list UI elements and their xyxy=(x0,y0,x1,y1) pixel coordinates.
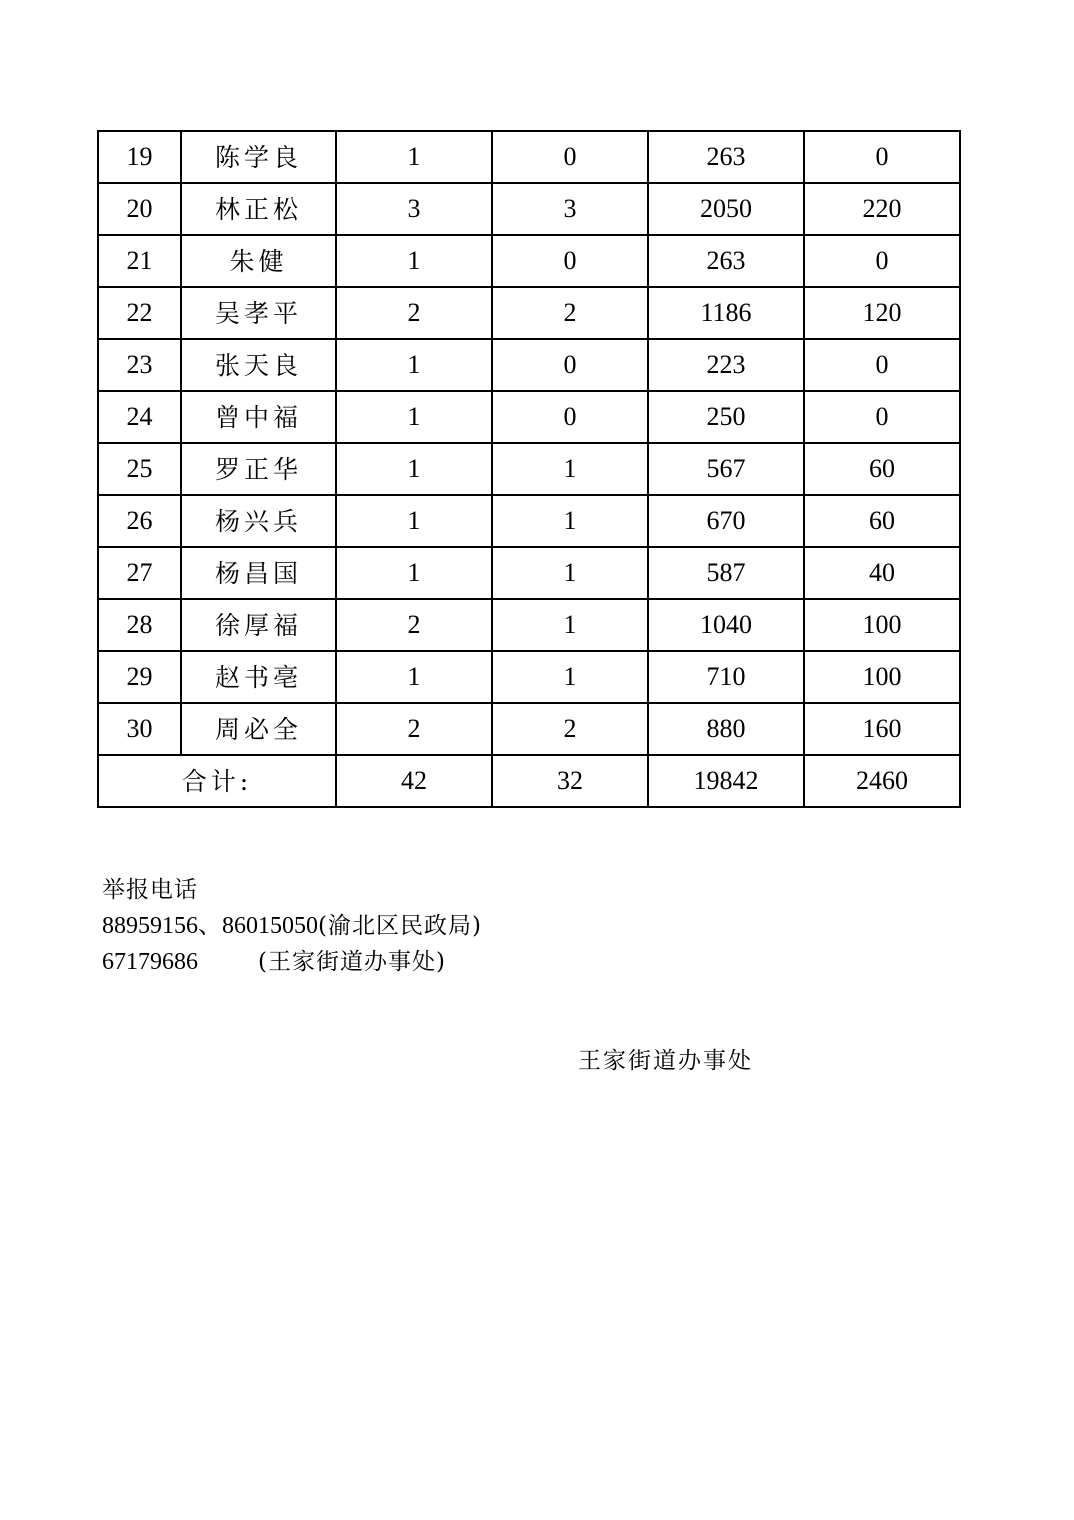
total-label-cell: 合计: xyxy=(98,755,336,807)
value-cell-3: 587 xyxy=(648,547,804,599)
table-row xyxy=(98,287,960,339)
name-cell: 吴孝平 xyxy=(181,287,336,339)
value-cell-1: 1 xyxy=(336,443,492,495)
value-cell-3: 263 xyxy=(648,131,804,183)
row-number-cell: 28 xyxy=(98,599,181,651)
value-cell-2: 1 xyxy=(492,651,648,703)
value-cell-1: 1 xyxy=(336,547,492,599)
total-value-cell-2: 32 xyxy=(492,755,648,807)
table-row xyxy=(98,495,960,547)
table-row xyxy=(98,651,960,703)
table-row xyxy=(98,339,960,391)
table-row xyxy=(98,183,960,235)
value-cell-2: 0 xyxy=(492,235,648,287)
name-cell: 徐厚福 xyxy=(181,599,336,651)
report-heading: 举报电话 xyxy=(102,877,198,903)
table-row xyxy=(98,131,960,183)
total-row xyxy=(98,755,960,807)
value-cell-4: 40 xyxy=(804,547,960,599)
value-cell-1: 1 xyxy=(336,391,492,443)
value-cell-3: 880 xyxy=(648,703,804,755)
district-phone-numbers: 88959156、86015050 xyxy=(102,913,318,939)
value-cell-3: 263 xyxy=(648,235,804,287)
total-value-cell-4: 2460 xyxy=(804,755,960,807)
value-cell-2: 0 xyxy=(492,339,648,391)
name-cell: 周必全 xyxy=(181,703,336,755)
value-cell-4: 60 xyxy=(804,443,960,495)
street-phone-number: 67179686 xyxy=(102,949,198,975)
name-cell: 赵书亳 xyxy=(181,651,336,703)
table-row xyxy=(98,443,960,495)
value-cell-4: 60 xyxy=(804,495,960,547)
value-cell-2: 3 xyxy=(492,183,648,235)
value-cell-2: 1 xyxy=(492,495,648,547)
row-number-cell: 23 xyxy=(98,339,181,391)
name-cell: 罗正华 xyxy=(181,443,336,495)
row-number-cell: 22 xyxy=(98,287,181,339)
value-cell-3: 710 xyxy=(648,651,804,703)
row-number-cell: 21 xyxy=(98,235,181,287)
value-cell-4: 120 xyxy=(804,287,960,339)
total-value-cell-1: 42 xyxy=(336,755,492,807)
contact-line-district xyxy=(102,908,482,944)
value-cell-1: 1 xyxy=(336,651,492,703)
value-cell-1: 1 xyxy=(336,495,492,547)
value-cell-3: 250 xyxy=(648,391,804,443)
table-body xyxy=(98,131,960,807)
table-row xyxy=(98,235,960,287)
row-number-cell: 30 xyxy=(98,703,181,755)
district-office-name: (渝北区民政局) xyxy=(318,913,482,939)
value-cell-2: 1 xyxy=(492,547,648,599)
total-value-cell-3: 19842 xyxy=(648,755,804,807)
value-cell-1: 2 xyxy=(336,287,492,339)
name-cell: 曾中福 xyxy=(181,391,336,443)
name-cell: 杨昌国 xyxy=(181,547,336,599)
street-office-name: (王家街道办事处) xyxy=(258,949,446,975)
contact-line-street xyxy=(102,944,482,980)
value-cell-2: 2 xyxy=(492,703,648,755)
row-number-cell: 26 xyxy=(98,495,181,547)
value-cell-4: 0 xyxy=(804,131,960,183)
name-cell: 杨兴兵 xyxy=(181,495,336,547)
row-number-cell: 29 xyxy=(98,651,181,703)
value-cell-3: 223 xyxy=(648,339,804,391)
value-cell-1: 2 xyxy=(336,703,492,755)
value-cell-1: 2 xyxy=(336,599,492,651)
value-cell-1: 1 xyxy=(336,235,492,287)
value-cell-3: 1040 xyxy=(648,599,804,651)
report-contacts xyxy=(102,872,482,980)
row-number-cell: 19 xyxy=(98,131,181,183)
table-row xyxy=(98,547,960,599)
value-cell-3: 2050 xyxy=(648,183,804,235)
row-number-cell: 20 xyxy=(98,183,181,235)
value-cell-2: 0 xyxy=(492,131,648,183)
value-cell-2: 0 xyxy=(492,391,648,443)
table-row xyxy=(98,391,960,443)
value-cell-4: 0 xyxy=(804,339,960,391)
row-number-cell: 27 xyxy=(98,547,181,599)
value-cell-4: 100 xyxy=(804,651,960,703)
value-cell-3: 567 xyxy=(648,443,804,495)
value-cell-1: 3 xyxy=(336,183,492,235)
value-cell-2: 2 xyxy=(492,287,648,339)
value-cell-1: 1 xyxy=(336,131,492,183)
value-cell-4: 100 xyxy=(804,599,960,651)
table-row xyxy=(98,703,960,755)
issuer-signature: 王家街道办事处 xyxy=(578,1048,753,1074)
row-number-cell: 25 xyxy=(98,443,181,495)
name-cell: 张天良 xyxy=(181,339,336,391)
name-cell: 陈学良 xyxy=(181,131,336,183)
value-cell-4: 160 xyxy=(804,703,960,755)
value-cell-2: 1 xyxy=(492,443,648,495)
table-row xyxy=(98,599,960,651)
household-table xyxy=(97,130,961,808)
value-cell-2: 1 xyxy=(492,599,648,651)
value-cell-1: 1 xyxy=(336,339,492,391)
name-cell: 朱健 xyxy=(181,235,336,287)
row-number-cell: 24 xyxy=(98,391,181,443)
name-cell: 林正松 xyxy=(181,183,336,235)
value-cell-4: 0 xyxy=(804,235,960,287)
value-cell-3: 670 xyxy=(648,495,804,547)
value-cell-3: 1186 xyxy=(648,287,804,339)
value-cell-4: 0 xyxy=(804,391,960,443)
value-cell-4: 220 xyxy=(804,183,960,235)
